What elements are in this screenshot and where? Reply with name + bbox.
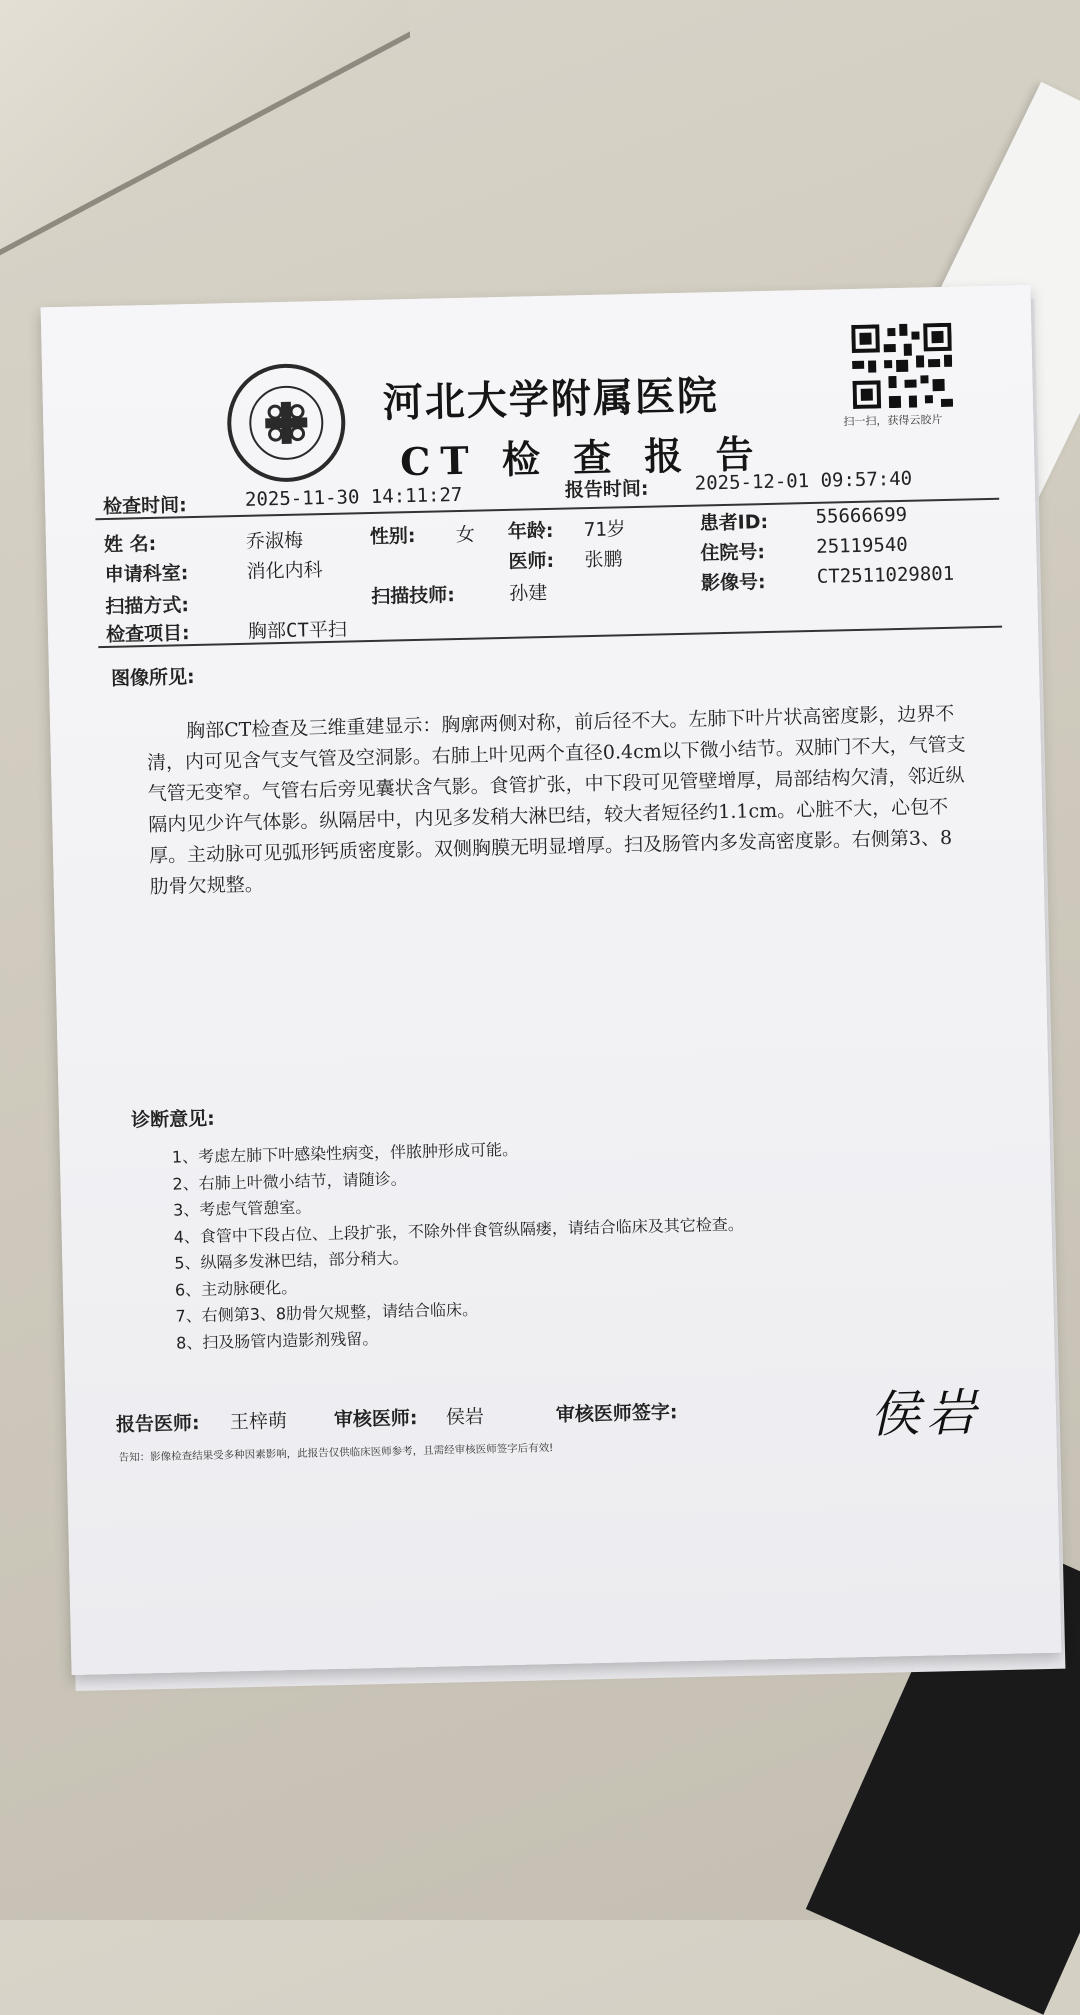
diagnosis-item: 4、食管中下段占位、上段扩张，不除外伴食管纵隔瘘，请结合临床及其它检查。 [173,1214,744,1247]
disclaimer-notice: 告知：影像检查结果受多种因素影响，此报告仅供临床医师参考，且需经审核医师签字后有效! [118,1442,554,1464]
review-doctor-label: 审核医师: [333,1407,418,1432]
exam-time-label: 检查时间: [102,494,187,519]
patient-id: 55666699 [815,503,908,528]
department-label: 申请科室: [104,562,189,587]
diagnosis-item: 8、扫及肠管内造影剂残留。 [175,1328,379,1353]
qr-code-icon[interactable] [851,323,953,409]
age-label: 年龄: [507,519,554,543]
ct-report-sheet [41,285,1062,1675]
inpatient-no: 25119540 [815,533,908,558]
diagnosis-list [172,1132,747,1357]
patient-id-label: 患者ID: [699,510,769,535]
department-value: 消化内科 [246,559,323,583]
report-doctor-label: 报告医师: [115,1412,200,1436]
hospital-seal-logo [226,363,347,484]
report-title: CT 检 查 报 告 [399,431,765,485]
signature-label: 审核医师签字: [555,1401,678,1426]
diagnosis-item: 1、考虑左肺下叶感染性病变，伴脓肿形成可能。 [171,1139,519,1167]
diagnosis-item: 2、右肺上叶微小结节，请随诊。 [172,1168,407,1194]
patient-sex: 女 [455,523,476,547]
patient-name: 乔淑梅 [245,529,304,553]
report-doctor-value: 王梓萌 [229,1410,288,1434]
table-surface [0,0,410,266]
hospital-name: 河北大学附属医院 [382,372,720,427]
exam-item-value: 胸部CT平扫 [247,618,348,643]
diagnosis-item: 3、考虑气管憩室。 [172,1197,312,1220]
scan-tech-value: 孙建 [508,581,548,605]
sex-label: 性别: [369,524,416,548]
inpatient-no-label: 住院号: [700,541,766,565]
qr-caption: 扫一扫，获得云胶片 [843,412,943,429]
exam-item-label: 检查项目: [105,622,190,647]
diagnosis-item: 7、右侧第3、8肋骨欠规整，请结合临床。 [175,1299,479,1326]
review-doctor-value: 侯岩 [445,1405,485,1429]
findings-text: 胸部CT检查及三维重建显示：胸廓两侧对称，前后径不大。左肺下叶片状高密度影，边界不清，内可见含气支气管及空洞影。右肺上叶见两个直径0.4cm以下微小结节。双肺门不大，气管支气管无变窄。气管右后旁见囊状含气影。食管扩张，中下段可见管壁增厚，局部结构欠清，邻近纵隔内见少许气体影。纵隔居中，内见多发稍大淋巴结，较大者短径约1.1cm。心脏不大，心包不厚。主动脉可见弧形钙质密度影。双侧胸膜无明显增厚。扫及肠管内多发高密度影。右侧第3、8肋骨欠规整。 [146,702,966,899]
doctor-value: 张鹏 [584,548,623,572]
diagnosis-heading: 诊断意见: [130,1107,215,1132]
diagnosis-item: 6、主动脉硬化。 [174,1277,298,1300]
name-label: 姓 名: [103,532,157,557]
scan-method-label: 扫描方式: [105,594,190,619]
patient-age: 71岁 [583,518,626,542]
exam-time-value: 2025-11-30 14:11:27 [244,483,463,511]
reviewer-signature: 侯岩 [869,1383,983,1444]
doctor-label: 医师: [508,549,555,573]
report-time-label: 报告时间: [564,477,649,502]
image-no-label: 影像号: [700,571,766,595]
image-no: CT2511029801 [816,562,955,588]
diagnosis-item: 5、纵隔多发淋巴结，部分稍大。 [174,1248,409,1273]
findings-heading: 图像所见: [110,666,195,690]
report-time-value: 2025-12-01 09:57:40 [694,467,913,495]
scan-tech-label: 扫描技师: [371,584,456,608]
info-divider [98,626,1002,649]
